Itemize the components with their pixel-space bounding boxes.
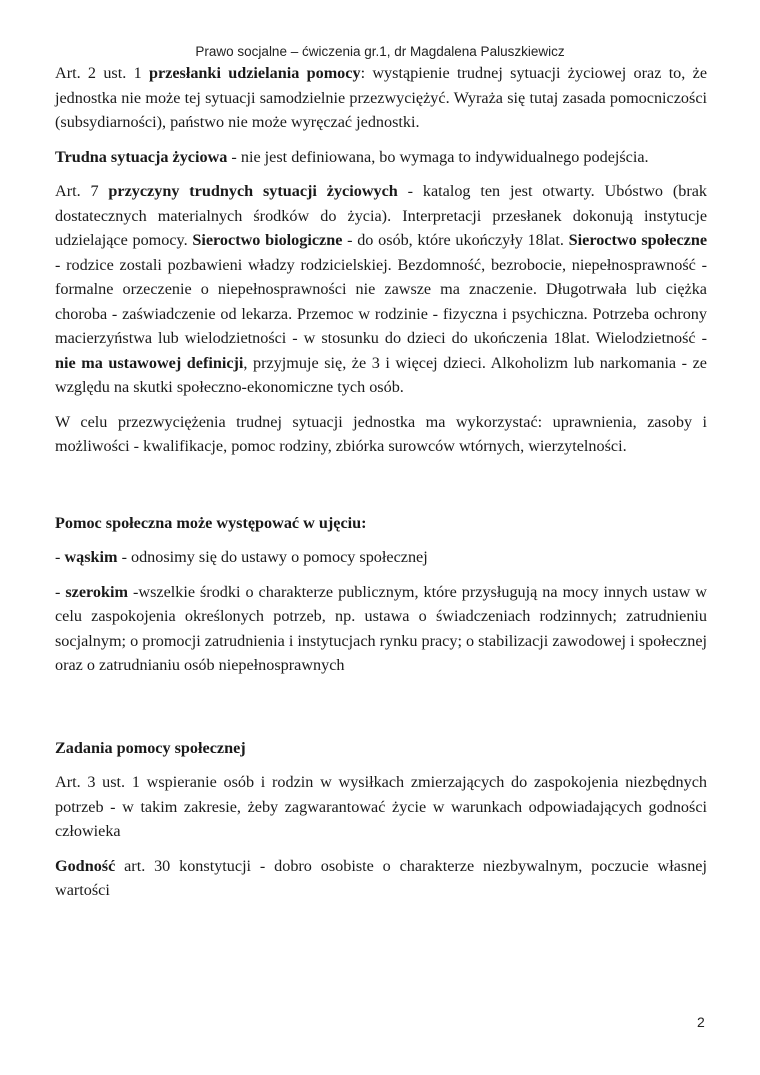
document-body [55, 61, 707, 913]
bold-term: wąskim [64, 548, 118, 566]
bold-term: Sieroctwo biologiczne [192, 231, 343, 249]
paragraph-art2 [55, 61, 707, 135]
bold-term: szerokim [65, 582, 129, 601]
text-run: -wszelkie środki o charakterze publicznym, które przysługują na mocy innych ustaw w celu zaspokojenia określonych potrzeb, np. ustawa o świadczeniach rodzinnych; zatrudnieniu socjalnym; o promocji zatrudnienia i instytucjach rynku pracy; o stabilizacji zawodowej i społecznej oraz o zatrudnianiu osób niepełnosprawnych [55, 582, 707, 674]
text-run: - nie jest definiowana, bo wymaga to indywidualnego podejścia. [227, 147, 649, 166]
paragraph-waskim [55, 545, 707, 570]
page-header: Prawo socjalne – ćwiczenia gr.1, dr Magdalena Paluszkiewicz [195, 44, 565, 59]
page-number: 2 [697, 1014, 705, 1030]
text-run: - [55, 548, 65, 566]
section-heading-ujecie: Pomoc społeczna może występować w ujęciu: [55, 513, 367, 532]
bold-term: przyczyny trudnych sytuacji życiowych [108, 182, 398, 200]
text-run: - odnosimy się do ustawy o pomocy społecznej [117, 548, 428, 566]
text-run: Art. 2 ust. 1 [55, 64, 149, 82]
bold-term: Godność [55, 856, 116, 875]
paragraph-trudna-sytuacja [55, 145, 707, 170]
bold-term: nie ma ustawowej definicji [55, 353, 244, 372]
paragraph-art7 [55, 179, 707, 400]
bold-term: Sieroctwo społeczne [568, 231, 708, 249]
text-run: art. 30 konstytucji - dobro osobiste o charakterze niezbywalnym, poczucie własnej wartości [55, 856, 707, 899]
paragraph-zasoby: W celu przezwyciężenia trudnej sytuacji jednostka ma wykorzystać: uprawnienia, zasoby i możliwości - kwalifikacje, pomoc rodziny, zbiórka surowców wtórnych, wierzytelności. [55, 412, 707, 455]
text-run: - katalog ten jest otwarty. Ubóstwo (brak dostatecznych materialnych środków do życia). Interpretacji przesłanek dokonują instytucje udzielające pomocy. [55, 182, 708, 249]
text-run: - do osób, które ukończyły 18lat. [342, 231, 569, 249]
paragraph-szerokim [55, 580, 707, 678]
bold-term: przesłanki udzielania pomocy [148, 64, 361, 82]
text-run: , przyjmuje się, że 3 i więcej dzieci. Alkoholizm lub narkomania - ze względu na skutki społeczno-ekonomiczne tych osób. [55, 353, 707, 396]
bold-term: Trudna sytuacja życiowa [55, 147, 228, 166]
paragraph-godnosc [55, 854, 707, 903]
text-run: - rodzice zostali pozbawieni władzy rodzicielskiej. Bezdomność, bezrobocie, niepełnosprawność - formalne orzeczenie o niepełnosprawności nie zawsze ma znaczenie. Długotrwała lub ciężka choroba - zaświadczenie od lekarza. Przemoc w rodzinie - fizyczna i psychiczna. Potrzeba ochrony macierzyństwa lub wielodzietności - w stosunku do dzieci do ukończenia 18lat. Wielodzietność - [55, 255, 707, 347]
text-run: : wystąpienie trudnej sytuacji życiowej oraz to, że jednostka nie może tej sytuacji samodzielnie przezwyciężyć. Wyraża się tutaj zasada pomocniczości (subsydiarności), państwo nie może wyręczać jednostki. [55, 64, 708, 131]
text-run: - [55, 582, 66, 601]
paragraph-art3: Art. 3 ust. 1 wspieranie osób i rodzin w wysiłkach zmierzających do zaspokojenia niezbędnych potrzeb - w takim zakresie, żeby zagwarantować życie w warunkach odpowiadających godności człowieka [55, 773, 707, 840]
text-run: Art. 7 [55, 182, 109, 200]
section-heading-zadania: Zadania pomocy społecznej [55, 738, 246, 757]
